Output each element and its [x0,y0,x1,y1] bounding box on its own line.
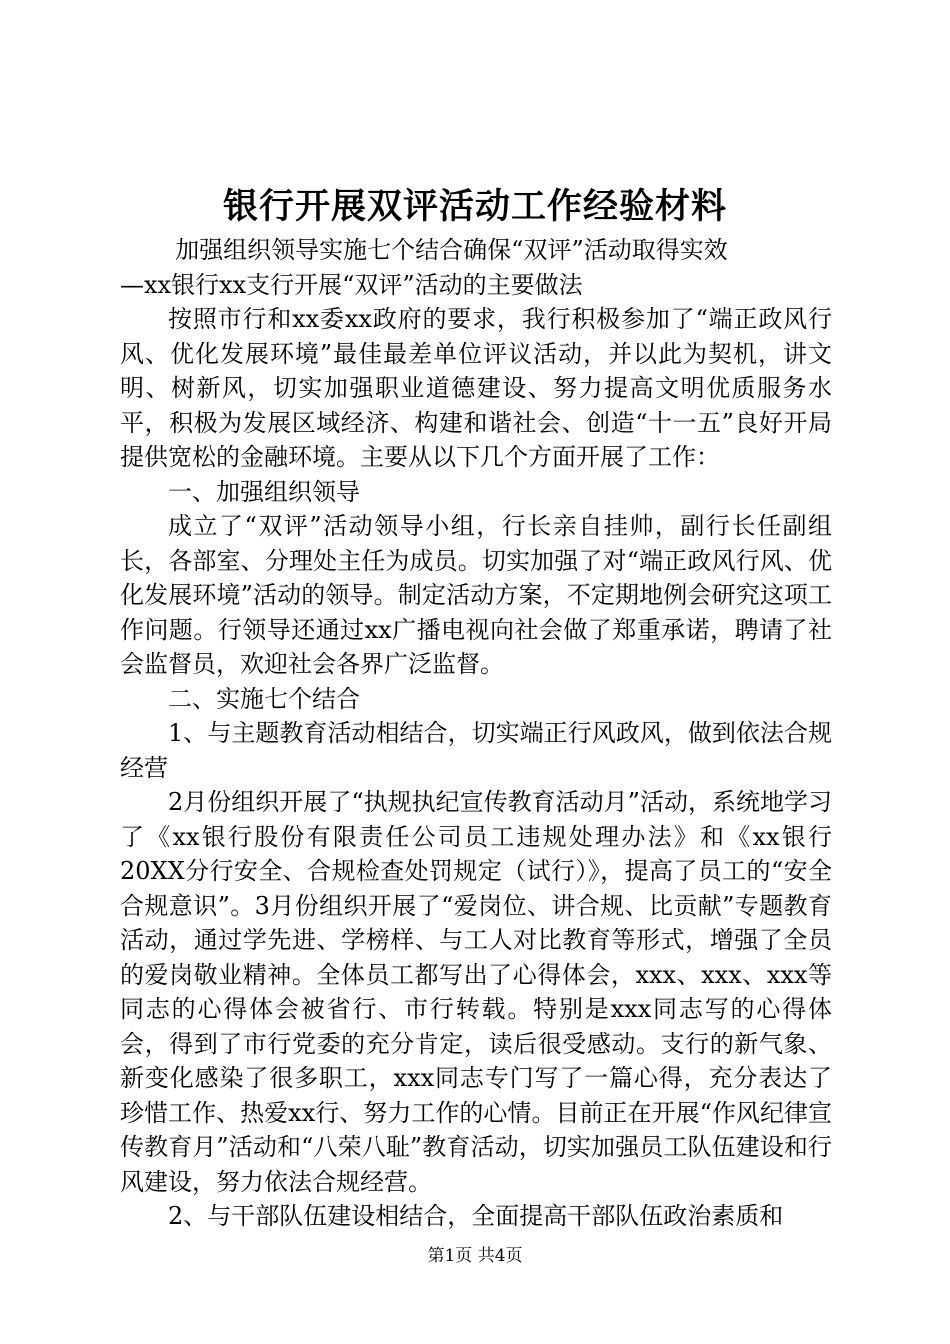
subtitle-line-2: —xx银行xx支行开展“双评”活动的主要做法 [120,270,583,299]
paragraph-intro: 按照市行和xx委xx政府的要求，我行积极参加了“端正政风行风、优化发展环境”最佳最差单位评议活动，并以此为契机，讲文明、树新风，切实加强职业道德建设、努力提高文明优质服务水平，积极为发展区域经济、构建和谐社会、创造“十一五”良好开局提供宽松的金融环境。主要从以下几个方面开展了工作： [120,305,832,471]
page-number-footer: 第1页 共4页 [427,1246,523,1266]
section-heading-1: 一、加强组织领导 [168,477,360,506]
paragraph-education: 2月份组织开展了“执规执纪宣传教育活动月”活动，系统地学习了《xx银行股份有限责任公司员工违规处理办法》和《xx银行20XX分行安全、合规检查处罚规定（试行）》，提高了员工的“安全合规意识”。3月份组织开展了“爱岗位、讲合规、比贡献”专题教育活动，通过学先进、学榜样、与工人对比教育等形式，增强了全员的爱岗敬业精神。全体员工都写出了心得体会，xxx、xxx、xxx等同志的心得体会被省行、市行转载。特别是xxx同志写的心得体会，得到了市行党委的充分肯定，读后很受感动。支行的新气象、新变化感染了很多职工，xxx同志专门写了一篇心得，充分表达了珍惜工作、热爱xx行、努力工作的心情。目前正在开展“作风纪律宣传教育月”活动和“八荣八耻”教育活动，切实加强员工队伍建设和行风建设，努力依法合规经营。 [120,788,832,1196]
subsection-heading-2: 2、与干部队伍建设相结合，全面提高干部队伍政治素质和 [168,1202,784,1230]
subsection-heading-1: 1、与主题教育活动相结合，切实端正行风政风，做到依法合规经营 [120,719,832,782]
subtitle-line-1: 加强组织领导实施七个结合确保“双评”活动取得实效 [175,236,728,264]
paragraph-leadership: 成立了“双评”活动领导小组，行长亲自挂帅，副行长任副组长，各部室、分理处主任为成员。切实加强了对“端正政风行风、优化发展环境”活动的领导。制定活动方案，不定期地例会研究这项工作问题。行领导还通过xx广播电视向社会做了郑重承诺，聘请了社会监督员，欢迎社会各界广泛监督。 [120,512,832,678]
document-body [120,233,832,1234]
document-title: 银行开展双评活动工作经验材料 [222,186,727,227]
section-heading-2: 二、实施七个结合 [168,684,360,713]
